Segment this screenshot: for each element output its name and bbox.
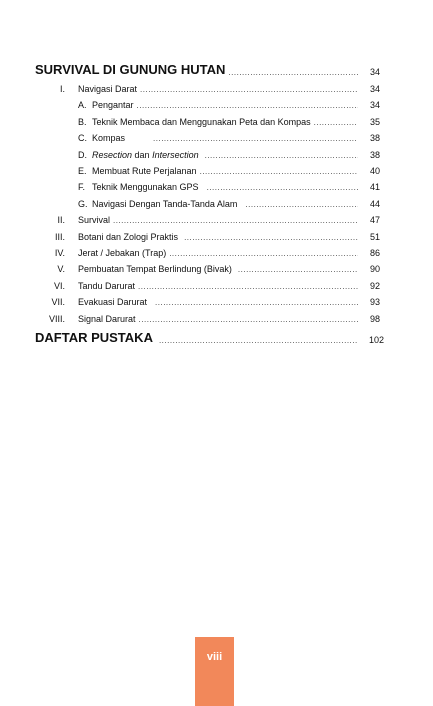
- toc-section-number: I.: [59, 84, 65, 94]
- toc-major-daftar-pustaka: DAFTAR PUSTAKA ..... 102: [35, 330, 384, 345]
- toc-section-bivak: Pembuatan Tempat Berlindung (Bivak) ..... 90: [78, 264, 380, 274]
- toc-sub-gps: Teknik Menggunakan GPS ..... 41: [92, 182, 380, 192]
- page-number-tab: [195, 637, 234, 706]
- toc-section-tandu: Tandu Darurat ..... 92: [78, 281, 380, 291]
- toc-section-survival: Survival ..... 47: [78, 215, 380, 225]
- toc-label: SURVIVAL DI GUNUNG HUTAN: [35, 62, 226, 77]
- toc-sub-tanda-alam: Navigasi Dengan Tanda-Tanda Alam ..... 44: [92, 199, 380, 209]
- toc-section-jerat: Jerat / Jebakan (Trap) ..... 86: [78, 248, 380, 258]
- toc-page: 34: [369, 67, 380, 77]
- toc-section-botani: Botani dan Zologi Praktis ..... 51: [78, 232, 380, 242]
- toc-sub-pengantar: Pengantar ..... 34: [92, 100, 380, 110]
- toc-section-navigasi: Navigasi Darat ..... 34: [78, 84, 380, 94]
- toc-sub-resection: Resection dan Intersection ..... 38: [92, 150, 380, 160]
- toc-section-signal: Signal Darurat ..... 98: [78, 314, 380, 324]
- toc-sub-rute: Membuat Rute Perjalanan ..... 40: [92, 166, 380, 176]
- toc-major-survival: [35, 62, 380, 77]
- page-number: viii: [206, 651, 223, 663]
- dot-leader: [228, 69, 358, 77]
- toc-sub-teknik-peta: Teknik Membaca dan Menggunakan Peta dan Kompas ..... 35: [92, 117, 380, 127]
- toc-section-evakuasi: Evakuasi Darurat ..... 93: [78, 297, 380, 307]
- toc-sub-kompas: Kompas ..... 38: [92, 133, 380, 143]
